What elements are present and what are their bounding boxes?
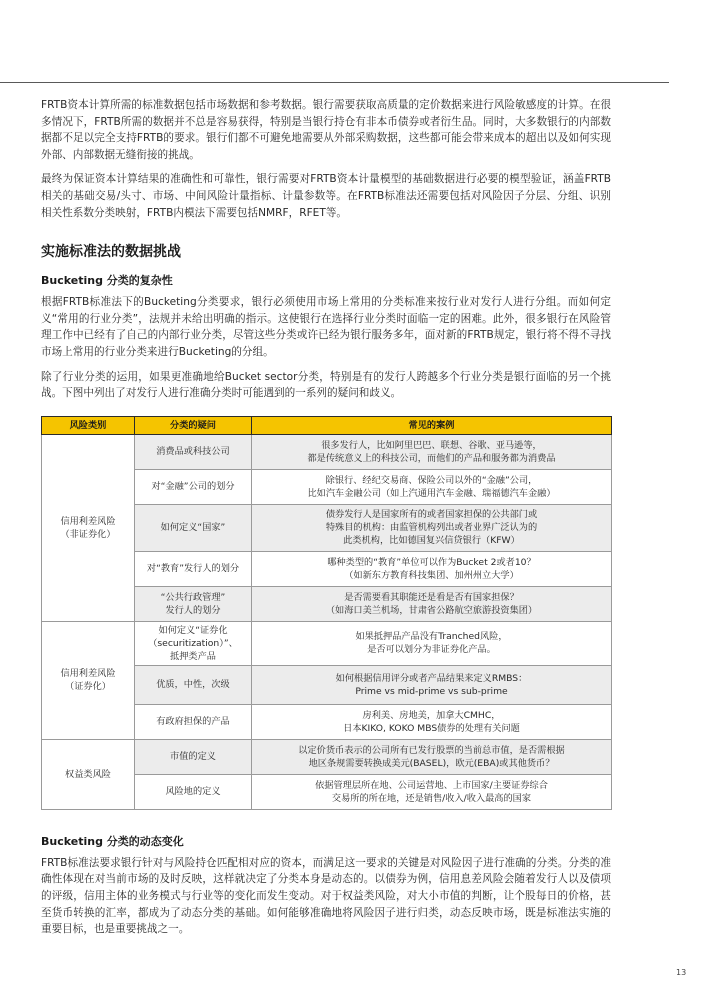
case-cell: 很多发行人，比如阿里巴巴、联想、谷歌、亚马逊等， 都是传统意义上的科技公司，而他们的产品和服务都为消费品 — [252, 434, 612, 469]
intro-paragraph-1: FRTB资本计算所需的标准数据包括市场数据和参考数据。银行需要获取高质量的定价数据来进行风险敏感度的计算。在很多情况下，FRTB所需的数据并不总是容易获得，特别是当银行持仓有非本币债券或者衍生品。同时，大多数银行的内部数据都不足以完全支持FRTB的要求。银行们都不可避免地需要从外部采购数据，这些都可能会带来成本的超出以及如何实现外部、内部数据无缝衔接的挑战。 — [41, 99, 611, 161]
page-content — [41, 97, 611, 946]
dynamics-paragraph: FRTB标准法要求银行针对与风险持仓匹配相对应的资本，而满足这一要求的关键是对风险因子进行准确的分类。分类的准确性体现在对当前市场的及时反映，这样就决定了分类本身是动态的。以债券为例，信用息差风险会随着发行人以及债项的评级，信用主体的业务模式与行业等的变化而发生变动。对于权益类风险，对大小市值的判断，让个股每日的价格，甚至货币转换的汇率，都成为了动态分类的基础。如何能够准确地将风险因子进行归类，动态反映市场，既是标准法实施的重要目标，也是重要挑战之一。 — [41, 856, 611, 936]
header-classification-question: 分类的疑问 — [135, 416, 252, 434]
question-cell: “公共行政管理” 发行人的划分 — [135, 586, 252, 621]
risk-category-cell: 信用利差风险 （证券化） — [42, 621, 135, 739]
case-cell: 以定价货币表示的公司所有已发行股票的当前总市值，是否需根据 地区条规需要转换成美元(BASEL)，欧元(EBA)或其他货币？ — [252, 739, 612, 774]
case-cell: 如何根据信用评分或者产品结果来定义RMBS： Prime vs mid-prime vs sub-prime — [252, 665, 612, 704]
question-cell: 有政府担保的产品 — [135, 704, 252, 739]
section-title: 实施标准法的数据挑战 — [41, 244, 181, 261]
case-cell: 债券发行人是国家所有的或者国家担保的公共部门或 特殊目的机构：由监管机构列出或者业界广泛认为的 此类机构，比如德国复兴信贷银行（KFW） — [252, 504, 612, 551]
case-cell: 哪种类型的“教育”单位可以作为Bucket 2或者10？ （如新东方教育科技集团、加州州立大学） — [252, 551, 612, 586]
question-cell: 风险地的定义 — [135, 774, 252, 809]
table-header-row — [42, 416, 612, 434]
risk-category-cell: 权益类风险 — [42, 739, 135, 809]
question-cell: 如何定义“国家” — [135, 504, 252, 551]
header-common-cases: 常见的案例 — [252, 416, 612, 434]
question-cell: 对“金融”公司的划分 — [135, 469, 252, 504]
intro-paragraph-2: 最终为保证资本计算结果的准确性和可靠性，银行需要对FRTB资本计量模型的基础数据进行必要的模型验证，涵盖FRTB相关的基础交易/头寸、市场、中间风险计量指标、计量参数等。在FRTB标准法还需要包括对风险因子分层、分组、识别相关性系数分类映射，FRTB内模法下需要包括NMRF，RFET等。 — [41, 173, 611, 219]
case-cell: 依据管理层所在地、公司运营地、上市国家/主要证券综合 交易所的所在地，还是销售/收入/收入最高的国家 — [252, 774, 612, 809]
page-number: 13 — [676, 968, 687, 977]
question-cell: 如何定义“证券化 （securitization）”、 抵押类产品 — [135, 621, 252, 665]
subsection-title-dynamics: Bucketing 分类的动态变化 — [41, 834, 184, 848]
complexity-paragraph-2: 除了行业分类的运用，如果更准确地给Bucket sector分类，特别是有的发行人跨越多个行业分类是银行面临的另一个挑战。下图中列出了对发行人进行准确分类时可能遇到的一系列的疑问和歧义。 — [41, 370, 611, 400]
complexity-paragraph-1: 根据FRTB标准法下的Bucketing分类要求，银行必须使用市场上常用的分类标准来按行业对发行人进行分组。而如何定义“常用的行业分类”，法规并未给出明确的指示。这使银行在选择行业分类时面临一定的困难。此外，很多银行在风险管理工作中已经有了自己的内部行业分类，尽管这些分类或许已经为银行服务多年，面对新的FRTB规定，银行将不得不寻找市场上常用的行业分类来进行Bucketing的分组。 — [41, 296, 611, 358]
question-cell: 对“教育”发行人的划分 — [135, 551, 252, 586]
question-cell: 市值的定义 — [135, 739, 252, 774]
risk-category-cell: 信用利差风险 （非证券化） — [42, 434, 135, 621]
case-cell: 是否需要看其职能还是看是否有国家担保？ （如海口美兰机场，甘肃省公路航空旅游投资集团） — [252, 586, 612, 621]
table-row — [42, 434, 612, 469]
case-cell: 除银行、经纪交易商、保险公司以外的“金融”公司， 比如汽车金融公司（如上汽通用汽车金融、瑞福德汽车金融） — [252, 469, 612, 504]
question-cell: 消费品或科技公司 — [135, 434, 252, 469]
header-rule — [0, 82, 669, 83]
subsection-title-complexity: Bucketing 分类的复杂性 — [41, 274, 173, 288]
question-cell: 优质，中性，次级 — [135, 665, 252, 704]
case-cell: 如果抵押品产品没有Tranched风险， 是否可以划分为非证券化产品。 — [252, 621, 612, 665]
classification-table — [41, 416, 612, 810]
header-risk-category: 风险类别 — [42, 416, 135, 434]
table-row — [42, 621, 612, 665]
classification-table-wrapper — [41, 416, 611, 810]
table-row — [42, 739, 612, 774]
case-cell: 房利美、房地美，加拿大CMHC， 日本KIKO, KOKO MBS债券的处理有关问题 — [252, 704, 612, 739]
